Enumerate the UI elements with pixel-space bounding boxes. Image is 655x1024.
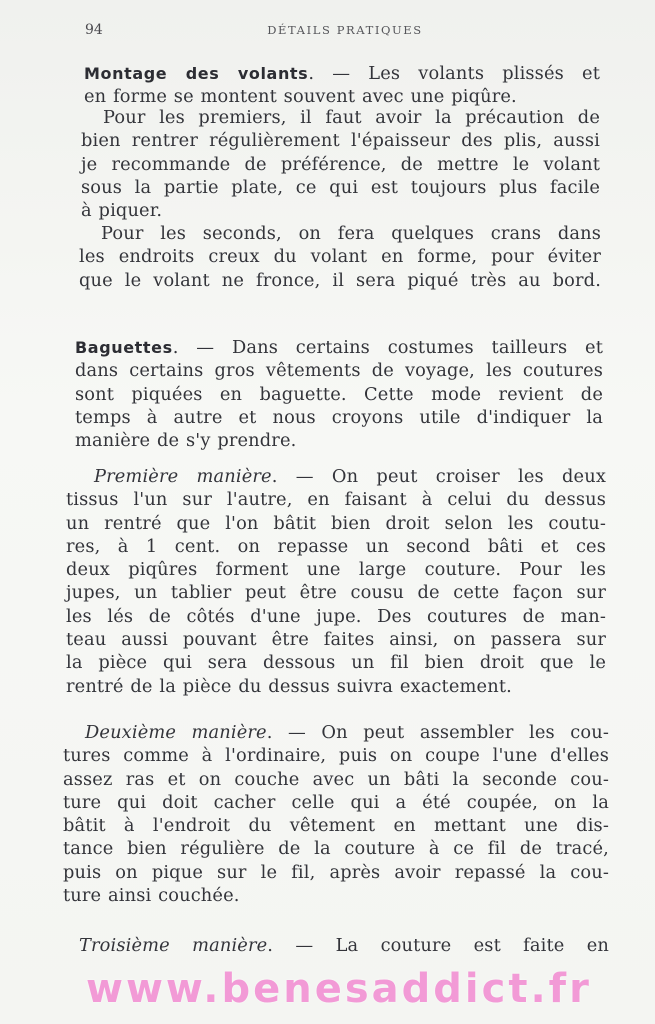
text-line: jupes, un tablier peut être cousu de cette façon sur	[66, 582, 606, 604]
text-line: bâtit à l'endroit du vêtement en mettant une dis-	[63, 815, 609, 837]
text-line: sous la partie plate, ce qui est toujours plus facile	[81, 176, 600, 198]
text-line: bien rentrer régulièrement l'épaisseur des plis, aussi	[81, 130, 600, 152]
section-heading-baguettes: Baguettes	[75, 338, 173, 357]
text-line: que le volant ne fronce, il sera piqué très au bord.	[79, 269, 601, 291]
text-line: teau aussi pouvant être faites ainsi, on passera sur	[66, 629, 606, 651]
text-line: tures comme à l'ordinaire, puis on coupe l'une d'elles	[63, 745, 609, 767]
text-line: ture ainsi couchée.	[63, 885, 240, 907]
text-line: sont piquées en baguette. Cette mode revient de	[75, 383, 603, 405]
text-line: Pour les seconds, on fera quelques crans dans	[101, 223, 601, 244]
text-line: assez ras et on couche avec un bâti la seconde cou-	[63, 768, 609, 790]
paragraph-deuxieme-maniere	[63, 721, 609, 907]
text-line: je recommande de préférence, de mettre le volant	[81, 153, 600, 175]
text-fragment: . — La couture est faite en	[267, 935, 609, 956]
text-line: les endroits creux du volant en forme, pour éviter	[79, 246, 601, 268]
text-line: puis on pique sur le fil, après avoir repassé la cou-	[63, 861, 609, 883]
text-line: tissus l'un sur l'autre, en faisant à celui du dessus	[66, 489, 606, 511]
text-line: ture qui doit cacher celle qui a été coupée, on la	[63, 791, 609, 813]
text-line: la pièce qui sera dessous un fil bien droit que le	[66, 652, 606, 674]
paragraph-premiers	[81, 106, 600, 222]
text-line	[75, 336, 603, 359]
text-line: Pour les premiers, il faut avoir la précaution de	[103, 107, 600, 128]
paragraph-seconds	[79, 222, 601, 292]
text-line	[66, 465, 606, 488]
text-line: temps à autre et nous croyons utile d'indiquer la	[75, 406, 603, 428]
paragraph-montage-des-volants	[84, 62, 600, 109]
paragraph-premiere-maniere	[66, 465, 606, 698]
text-line: res, à 1 cent. on repasse un second bâti et ces	[66, 535, 606, 557]
text-line	[84, 62, 600, 85]
text-line: rentré de la pièce du dessus suivra exactement.	[66, 675, 512, 697]
section-heading-montage-des-volants: Montage des volants	[84, 64, 309, 83]
text-line: dans certains gros vêtements de voyage, les coutures	[75, 360, 603, 382]
text-fragment: . — On peut croiser les deux	[271, 466, 607, 487]
subheading-premiere-maniere: Première manière	[94, 466, 272, 487]
text-line: les lés de côtés d'une jupe. Des coutures de man-	[66, 605, 606, 627]
text-fragment: . — Dans certains costumes tailleurs et	[172, 337, 603, 358]
watermark: www.benesaddict.fr	[86, 966, 592, 1012]
text-fragment: . — On peut assembler les cou-	[266, 722, 609, 743]
text-line	[79, 934, 609, 957]
text-line: deux piqûres forment une large couture. Pour les	[66, 559, 606, 581]
text-fragment: . — Les volants plissés et	[308, 63, 600, 84]
subheading-deuxieme-maniere: Deuxième manière	[85, 722, 267, 743]
text-line	[63, 721, 609, 744]
paragraph-troisieme-maniere	[79, 934, 609, 957]
page-number: 94	[85, 22, 103, 38]
text-line: tance bien régulière de la couture à ce fil de tracé,	[63, 838, 609, 860]
paragraph-baguettes	[75, 336, 603, 452]
text-line: manière de s'y prendre.	[75, 430, 297, 452]
text-line: un rentré que l'on bâtit bien droit selon les coutu-	[66, 512, 606, 534]
subheading-troisieme-maniere: Troisième manière	[79, 935, 268, 956]
page-header	[85, 22, 605, 42]
running-head: DÉTAILS PRATIQUES	[267, 23, 423, 37]
text-line: en forme se montent souvent avec une piqûre.	[84, 86, 517, 108]
text-line: à piquer.	[81, 200, 163, 222]
